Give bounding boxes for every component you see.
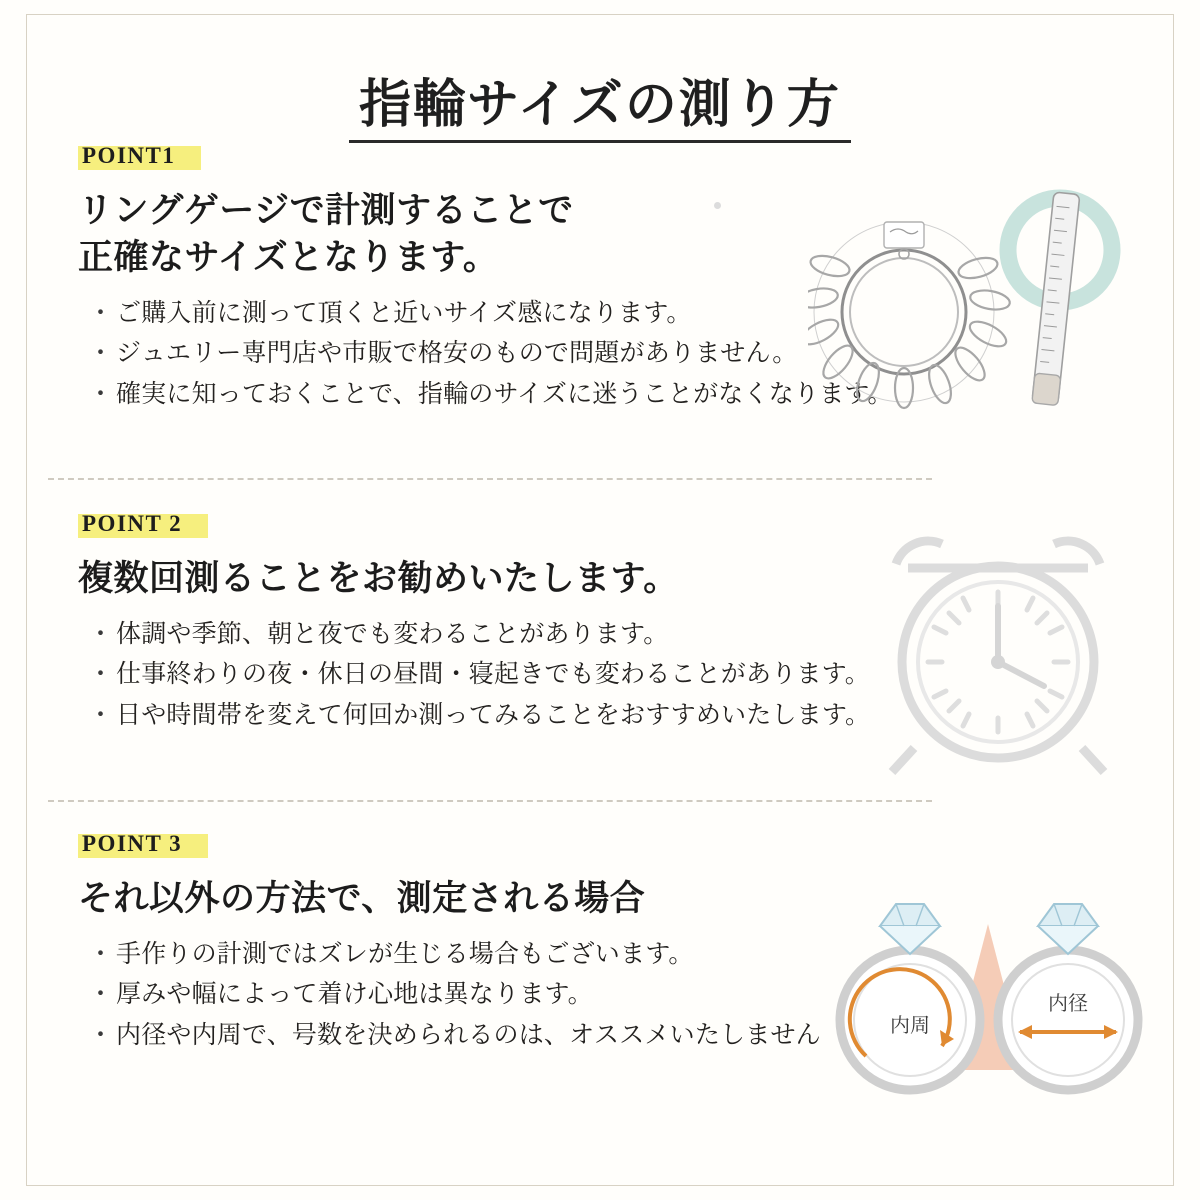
point-label-1 xyxy=(48,140,201,172)
list-item: ・ 手作りの計測ではズレが生じる場合もございます。 xyxy=(90,935,1152,976)
heading-line: 正確なサイズとなります。 xyxy=(78,237,499,277)
section-divider xyxy=(48,478,932,480)
alarm-clock-svg xyxy=(848,510,1148,790)
point-label-text: POINT1 xyxy=(82,143,176,168)
alarm-clock-illustration xyxy=(848,510,1148,790)
list-item: ・ ジュエリー専門店や市販で格安のもので問題がありません。 xyxy=(90,334,1152,375)
list-item: ・ 確実に知っておくことで、指輪のサイズに迷うことがなくなります。 xyxy=(90,375,1152,416)
heading-line: それ以外の方法で、測定される場合 xyxy=(78,879,646,918)
list-item: ・ 体調や季節、朝と夜でも変わることがあります。 xyxy=(90,615,1152,656)
heading-line: 複数回測ることをお勧めいたします。 xyxy=(78,559,679,598)
list-item: ・ 仕事終わりの夜・休日の昼間・寝起きでも変わることがあります。 xyxy=(90,655,1152,696)
diamond-icon xyxy=(880,904,940,954)
diamond-icon xyxy=(1038,904,1098,954)
point-label-3 xyxy=(48,828,208,860)
ring-gauge-and-mandrel-illustration xyxy=(808,170,1180,470)
point-label-2 xyxy=(48,508,208,540)
heading-line: リングゲージで計測することで xyxy=(78,191,574,230)
list-item: ・ 内径や内周で、号数を決められるのは、オススメいたしません xyxy=(90,1016,1152,1057)
page-title: 指輪サイズの測り方 xyxy=(349,77,851,143)
point-label-text: POINT 3 xyxy=(82,831,183,856)
list-item: ・ 厚みや幅によって着け心地は異なります。 xyxy=(90,975,1152,1016)
two-rings-svg xyxy=(820,880,1160,1110)
ring-gauge-svg xyxy=(808,170,1180,470)
list-item: ・ ご購入前に測って頂くと近いサイズ感になります。 xyxy=(90,294,1152,335)
list-item: ・ 日や時間帯を変えて何回か測ってみることをおすすめいたします。 xyxy=(90,696,1152,737)
two-rings-diameter-circumference-illustration xyxy=(820,880,1160,1110)
point-label-text: POINT 2 xyxy=(82,511,183,536)
label-circumference: 内周 xyxy=(890,1015,930,1037)
label-diameter: 内径 xyxy=(1048,993,1088,1015)
section-divider xyxy=(48,800,932,802)
